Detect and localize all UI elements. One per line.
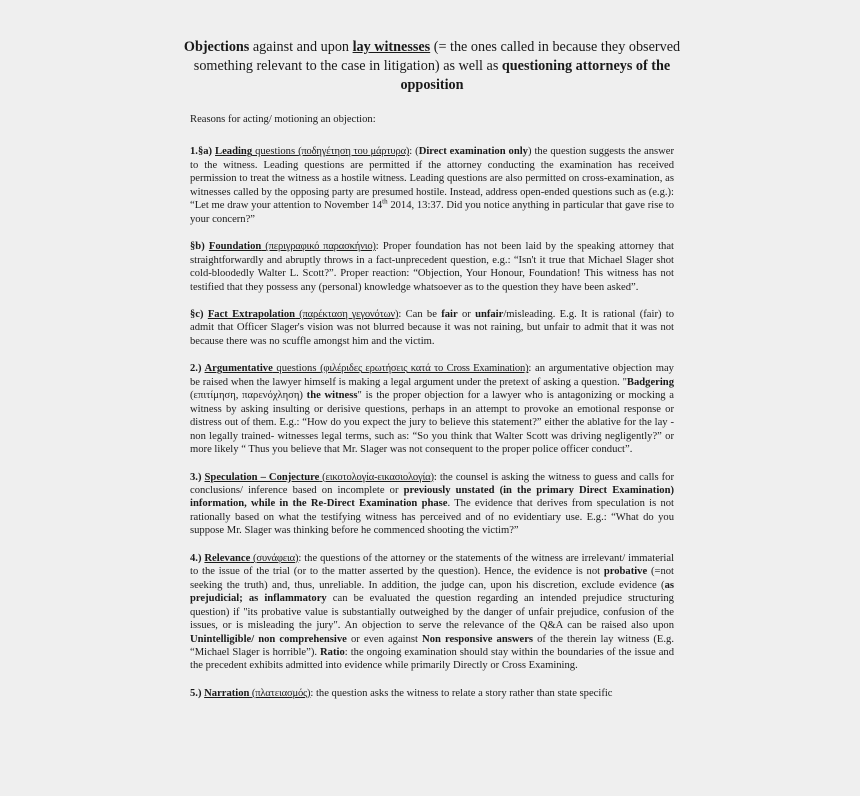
bold-term: Ratio [320, 646, 345, 658]
section-text: 2014, 13:37. Did you notice anything in particular that gave rise to your concern?” [190, 200, 674, 225]
title-questioning-attorneys: questioning attorneys of the opposition [400, 58, 671, 93]
greek-term: (ποδηγέτηση του μάρτυρα) [298, 146, 410, 158]
section-text: ) the question suggests the answer to the witness. Leading questions are permitted if the attorney conducting the examination has received permission to treat the witness as a hostile witness. Leading questions are also permitted on cross-examination, as witnesses called by the opposing party are presumed hostile. Instead, address open-ended questions such as (e.g.): “Let me draw your attention to November 14 [190, 146, 674, 212]
section-text: " is the proper objection for a lawyer who is antagonizing or mocking a witness by asking insulting or derisive questions, perhaps in an attempt to provoke an emotional response or distress out of them. E.g.: “How do you expect the jury to believe this statement?” either the ablative for the lay -non legally trained- witnesses legal terms, such as: “So you think that Walter Scott was driving negligently?” or more likely “ Thus you believe that Mr. Slager was not consequent to the proper police officer conduct”. [190, 390, 675, 456]
section-number: 2.) [190, 363, 205, 375]
intro-line: Reasons for acting/ motioning an objection: [190, 114, 376, 125]
bold-term: Unintelligible/ non comprehensive [190, 633, 347, 645]
section-heading: Fact Extrapolation [207, 308, 296, 320]
section-heading: Leading [215, 146, 253, 158]
section-number: 3.) [190, 471, 205, 483]
bold-term: as prejudicial; as inflammatory [190, 579, 674, 605]
section-text: : the counsel is asking the witness to guess and calls for conclusions/ inference based on incomplete or [190, 471, 674, 496]
section-text: /misleading. E.g. It is rational (fair) to admit that Officer Slager's vision was not blurred because it was not raining, but unfair to admit that it was not because there was no scuffle amongst him and the victim. [190, 308, 675, 347]
bold-term: Direct examination only [418, 146, 528, 158]
section-heading-rest: questions [272, 363, 321, 375]
section-text: : the questions of the attorney or the statements of the witness are irrelevant/ immaterial to the issue of the trial (or to the matter asserted by the question). Hence, the evidence is not [190, 552, 675, 578]
section-1a-leading [190, 145, 674, 226]
section-5-narration [190, 687, 674, 700]
bold-term: fair [441, 308, 458, 320]
section-number: 4.) [190, 552, 205, 564]
greek-term: (πλατειασμός) [249, 687, 311, 699]
title-objections: Objections [183, 39, 250, 55]
bold-term: probative [603, 566, 648, 578]
section-1c-fact-extrapolation [190, 308, 674, 348]
section-text: : Can be [398, 308, 442, 320]
section-text: : an argumentative objection may be raised when the lawyer himself is making a legal argument under the pretext of asking a question. " [190, 363, 674, 388]
section-heading-rest: questions [252, 146, 299, 158]
greek-term: (επιτίμηση, παρενόχληση) [190, 390, 307, 402]
greek-term: (φιλέριδες ερωτήσεις κατά το Cross Examination) [320, 363, 529, 375]
bold-term: Non responsive answers [422, 633, 534, 645]
superscript: th [382, 197, 388, 206]
bold-term: unfair [475, 308, 504, 320]
section-text: of the therein lay witness (E.g. “Michael Slager is horrible”). [190, 633, 674, 658]
bold-term: previously unstated (in the primary Direct Examination) information, while in the Re-Direct Examination phase [190, 484, 674, 510]
section-number: 1.§a) [190, 146, 216, 158]
greek-term: (συνάφεια) [250, 552, 299, 564]
greek-term: (παρέκταση γεγονότων) [295, 308, 399, 320]
section-3-speculation [190, 471, 674, 538]
section-number: 5.) [190, 687, 205, 699]
section-text: or [457, 308, 476, 320]
section-text: : Proper foundation has not been laid by the speaking attorney that straightforwardly and abruptly throws in a fact-unprecedent question, e.g.: “Isn't it true that Michael Slager shot cold-bloodedly Walter L. Scott?”. Proper reaction: “Objection, Your Honour, Foundation! This witness has not testified that they possess any (personal) knowledge whatsoever as to the question they have been asked”. [190, 241, 674, 293]
title-text-2: (= the ones called in because they observed something relevant to the case in litigation) as well as [193, 39, 681, 74]
section-text: . The evidence that derives from speculation is not rationally based on what the testifying witness has perceived and of no evidentiary use. E.g.: “What do you suppose Mr. Slager was thinking before he commenced shooting the victim?” [190, 498, 674, 537]
title-text: against and upon [249, 39, 353, 55]
title-lay-witnesses: lay witnesses [352, 39, 431, 55]
section-heading: Speculation – Conjecture [204, 471, 320, 483]
section-text: : ( [409, 146, 419, 158]
section-text: can be evaluated the question regarding an intended prejudice structuring question) if "its probative value is substantially outweighed by the danger of unfair prejudice, confusion of the issues, or is misleading the jury". An objection to serve the relevance of the Q&A can be raised also upon [190, 593, 674, 632]
greek-term: (περιγραφικό παρασκήνιο) [261, 241, 376, 253]
section-text: (=not seeking the truth) and, thus, unreliable. In addition, the judge can, upon his discretion, exclude evidence ( [190, 566, 674, 591]
section-number: §c) [190, 308, 208, 320]
section-heading: Narration [204, 687, 250, 699]
section-1b-foundation [190, 240, 674, 294]
section-2-argumentative [190, 362, 674, 456]
document-title [176, 38, 688, 95]
bold-term: Badgering [626, 376, 674, 388]
section-text: : the question asks the witness to relate a story rather than state specific [310, 687, 613, 699]
section-text: or even against [346, 633, 423, 645]
section-text: : the ongoing examination should stay within the boundaries of the issue and the precedent exhibits admitted into evidence while primarily Directly or Cross Examining. [190, 646, 674, 672]
section-heading: Foundation [208, 241, 262, 253]
section-4-relevance [190, 552, 674, 673]
greek-term: (εικοτολογία-εικασιολογία) [319, 471, 434, 483]
section-heading: Relevance [204, 552, 251, 564]
section-heading: Argumentative [204, 363, 273, 375]
section-number: §b) [190, 241, 209, 253]
bold-term: the witness [306, 390, 358, 402]
